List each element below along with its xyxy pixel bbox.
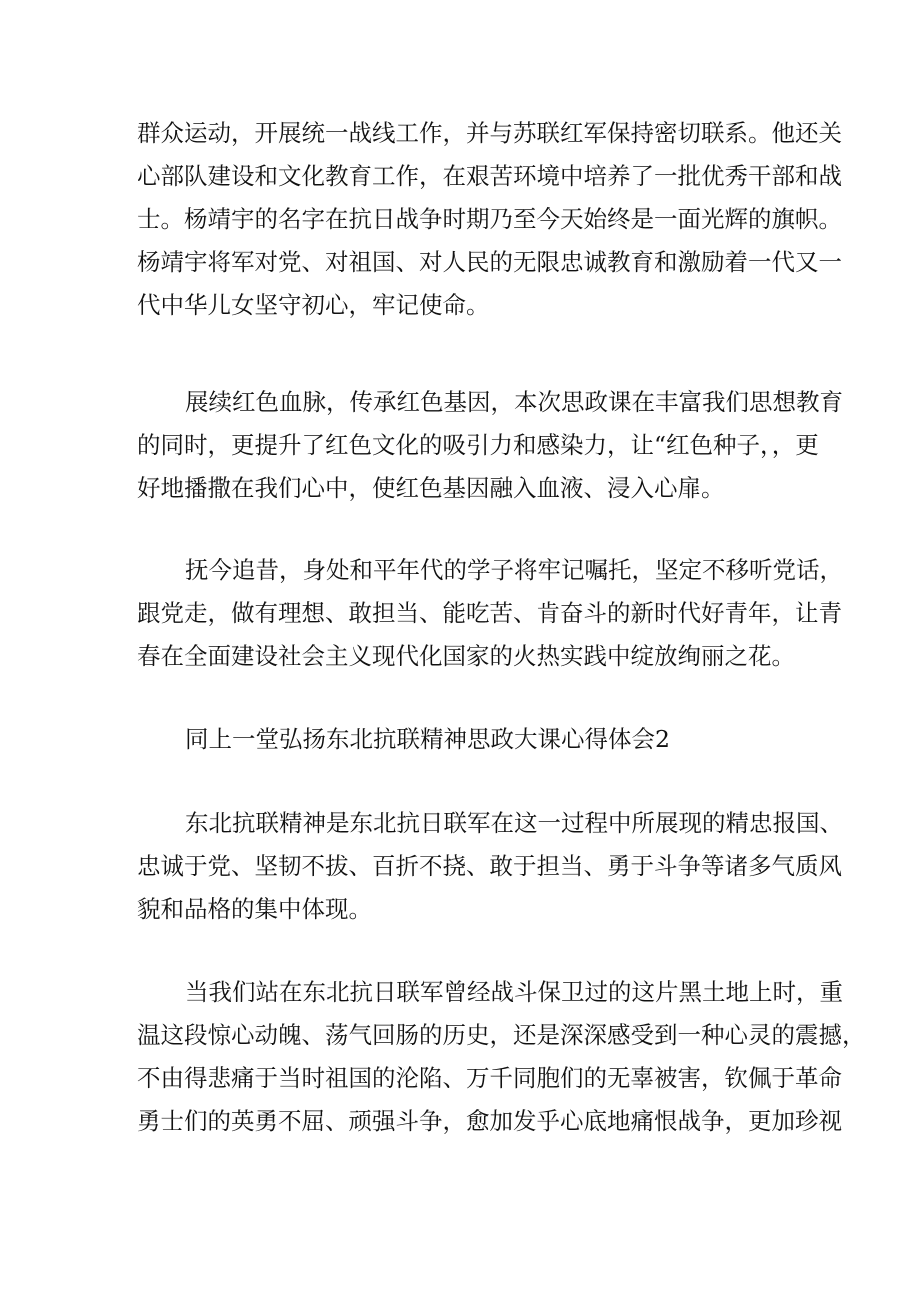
paragraph-red-gene (137, 381, 843, 510)
paragraph-black-soil (137, 971, 866, 1143)
paragraph-line: 代中华儿女坚守初心，牢记使命。 (137, 291, 490, 319)
paragraph-line: 士。杨靖宇的名字在抗日战争时期乃至今天始终是一面光辉的旗帜。 (137, 205, 842, 233)
paragraph-line: 展续红色血脉，传承红色基因，本次思政课在丰富我们思想教育 (185, 388, 843, 416)
paragraph-line: 貌和品格的集中体现。 (137, 895, 372, 923)
paragraph-line: 抚今追昔，身处和平年代的学子将牢记嘱托，坚定不移听党话， (185, 556, 843, 584)
paragraph-anti-japanese-spirit (137, 802, 843, 931)
paragraph-line: 温这段惊心动魄、荡气回肠的历史，还是深深感受到一种心灵的震撼， (137, 1021, 866, 1049)
heading-text: 同上一堂弘扬东北抗联精神思政大课心得体会2 (185, 725, 670, 753)
paragraph-remember-entrust (137, 549, 843, 678)
paragraph-line: 忠诚于党、坚韧不拔、百折不挠、敢于担当、勇于斗争等诸多气质风 (137, 852, 842, 880)
paragraph-line: 心部队建设和文化教育工作，在艰苦环境中培养了一批优秀干部和战 (137, 162, 842, 190)
paragraph-line: 群众运动，开展统一战线工作，并与苏联红军保持密切联系。他还关 (137, 119, 842, 147)
paragraph-line: 杨靖宇将军对党、对祖国、对人民的无限忠诚教育和激励着一代又一 (137, 248, 842, 276)
paragraph-line: 勇士们的英勇不屈、顽强斗争，愈加发乎心底地痛恨战争，更加珍视 (137, 1107, 842, 1135)
paragraph-line: 不由得悲痛于当时祖国的沦陷、万千同胞们的无辜被害，钦佩于革命 (137, 1064, 842, 1092)
paragraph-line: 东北抗联精神是东北抗日联军在这一过程中所展现的精忠报国、 (185, 809, 843, 837)
section-heading (137, 718, 787, 761)
paragraph-line: 当我们站在东北抗日联军曾经战斗保卫过的这片黑土地上时，重 (185, 978, 843, 1006)
paragraph-line: 好地播撒在我们心中，使红色基因融入血液、浸入心扉。 (137, 474, 725, 502)
paragraph-yang-jingyu (137, 112, 842, 327)
paragraph-line: 的同时，更提升了红色文化的吸引力和感染力，让“红色种子，，更 (137, 431, 819, 459)
paragraph-line: 春在全面建设社会主义现代化国家的火热实践中绽放绚丽之花。 (137, 642, 795, 670)
paragraph-line: 跟党走，做有理想、敢担当、能吃苦、肯奋斗的新时代好青年，让青 (137, 599, 842, 627)
